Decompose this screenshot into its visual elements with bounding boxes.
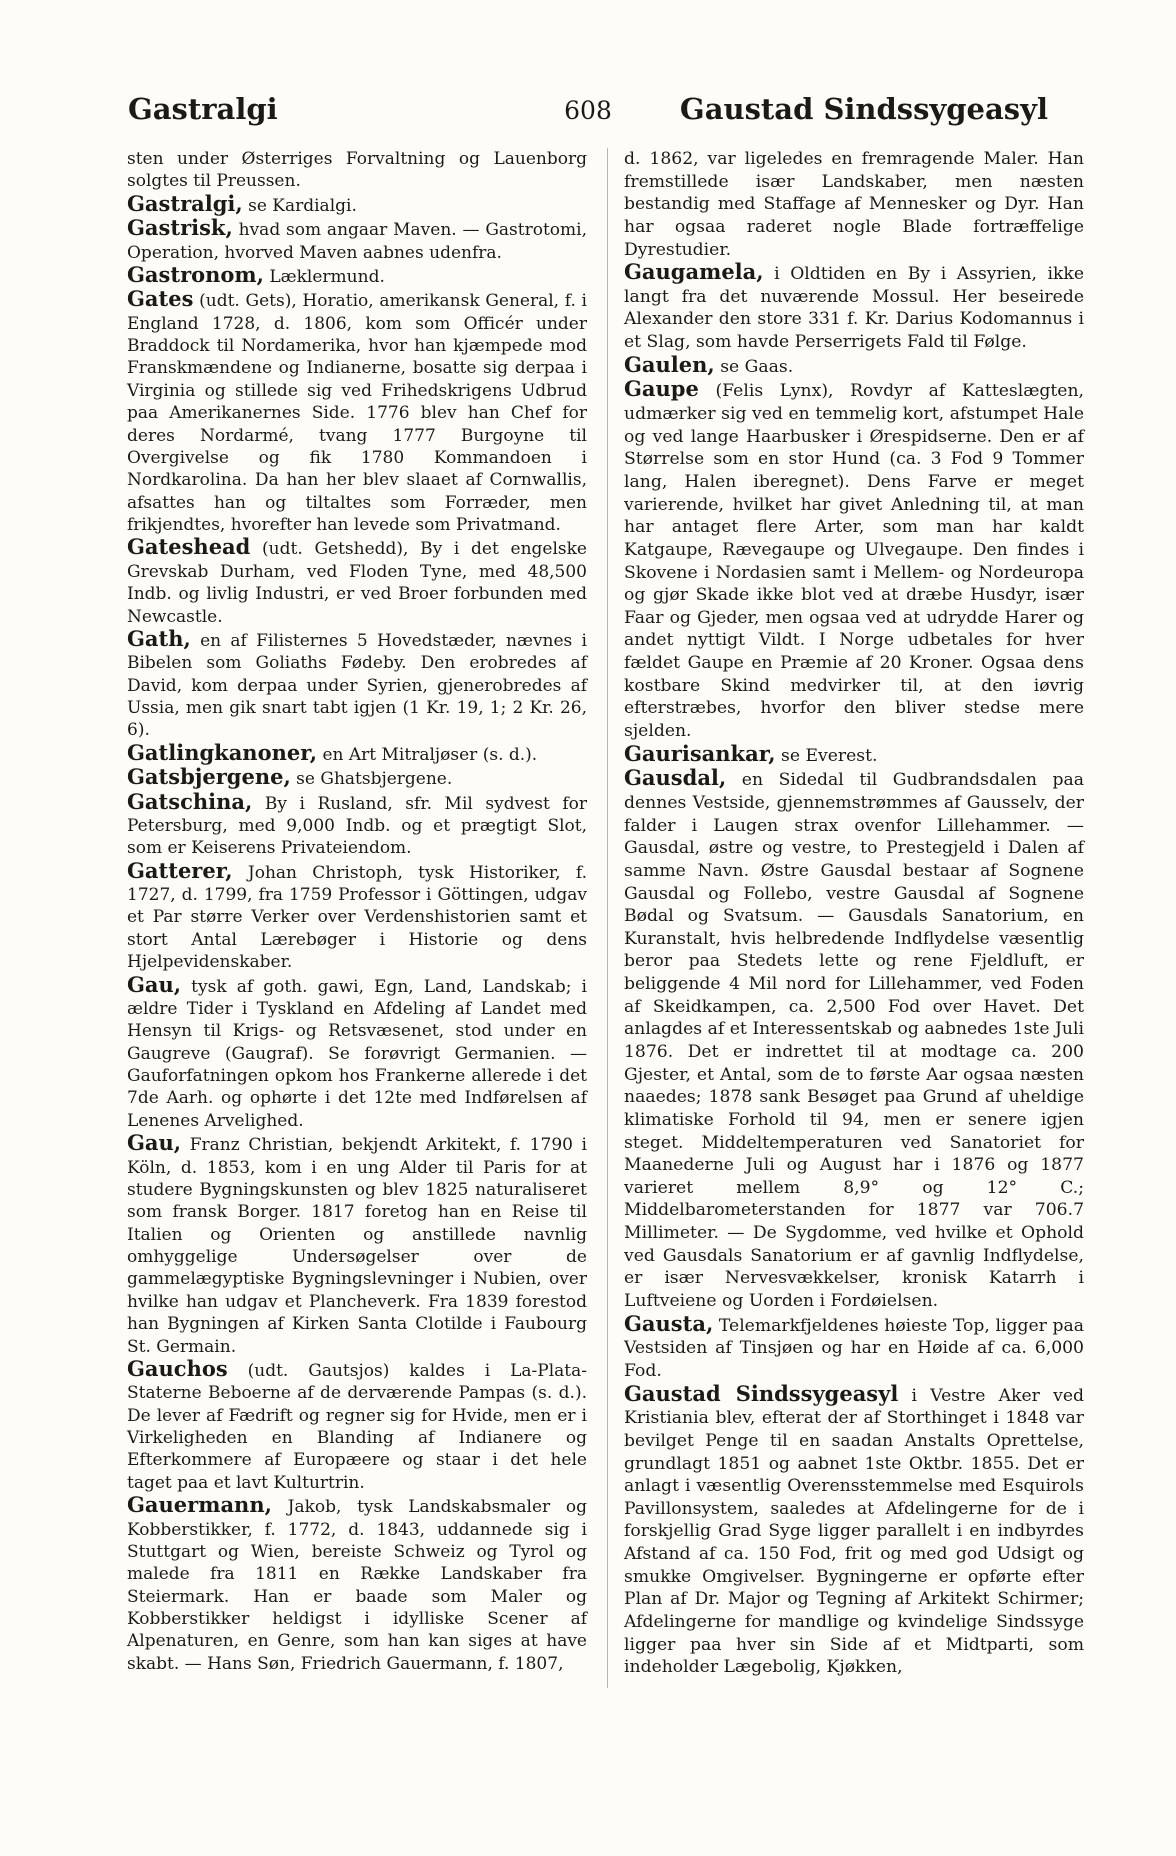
dictionary-entry xyxy=(127,190,587,217)
entry-text: d. 1862, var ligeledes en fremragende Maler. Han fremstillede især Landskaber, men næsten bestandig med Staffage af Mennesker og Dyr. Han har ogsaa raderet nogle Blade fortræffelige Dyrestudier. xyxy=(624,149,1084,260)
entry-text: en Sidedal til Gudbrandsdalen paa dennes Vestside, gjennemstrømmes af Gausselv, der falder i Laugen strax ovenfor Lillehammer. — Gausdal, østre og vestre, to Prestegjeld i Dalen af samme Navn. Østre Gausdal bestaar af Sognene Gausdal og Follebo, vestre Gausdal af Sognene Bødal og Svatsum. — Gausdals Sanatorium, en Kuranstalt, hvis helbredende Indflydelse væsentlig beror paa Stedets lette og rene Fjeldluft, er beliggende 4 Mil nord for Lillehammer, ved Foden af Skeidkampen, ca. 2,500 Fod over Havet. Det anlagdes af et Interessentskab og aabnedes 1ste Juli 1876. Det er indrettet til at modtage ca. 200 Gjester, et Antal, som de to første Aar ogsaa næsten naaedes; 1878 sank Besøget paa Grund af uheldige klimatiske Forhold til 94, men er senere igjen steget. Middeltemperaturen ved Sanatoriet for Maanederne Juli og August har i 1876 og 1877 varieret mellem 8,9° og 12° C.; Middelbarometerstanden for 1877 var 706.7 Millimeter. — De Sygdomme, ved hvilke et Ophold ved Gausdals Sanatorium er af gavnlig Indflydelse, er især Nervesvækkelser, kronisk Katarrh i Luftveiene og Uorden i Fordøielsen. xyxy=(624,770,1084,1312)
entry-text: By i Rusland, sfr. Mil sydvest for Petersburg, med 9,000 Indb. og et prægtigt Slot, som er Keiserens Privateiendom. xyxy=(127,793,587,859)
dictionary-entry xyxy=(624,1380,1084,1679)
column-divider xyxy=(607,148,608,1688)
entry-headword: Gath, xyxy=(127,625,191,651)
entry-text: Læklermund. xyxy=(263,266,385,287)
entry-headword: Gatschina, xyxy=(127,788,253,814)
entry-text: se Gaas. xyxy=(714,356,794,377)
header-left-keyword: Gastralgi xyxy=(128,92,278,126)
running-header xyxy=(128,92,1048,132)
dictionary-entry xyxy=(127,971,587,1133)
header-right-keyword: Gaustad Sindssygeasyl xyxy=(679,92,1048,126)
dictionary-entry xyxy=(127,788,587,860)
entry-text: Franz Christian, bekjendt Arkitekt, f. 1790 i Köln, d. 1853, kom i en ung Alder til Paris for at studere Bygningskunsten og blev 1825 naturaliseret som fransk Borger. 1817 foretog han en Reise til Italien og Orienten og anstillede navnlig omhyggelige Undersøgelser over de gammelægyptiske Bygningslevninger i Nubien, over hvilke han udgav et Plancheverk. Fra 1839 forestod han Bygningen af Kirken Santa Clotilde i Faubourg St. Germain. xyxy=(127,1135,587,1357)
entry-headword: Gates xyxy=(127,286,194,312)
dictionary-entry xyxy=(127,1132,587,1358)
dictionary-entry xyxy=(127,625,587,742)
entry-text: Johan Christoph, tysk Historiker, f. 1727, d. 1799, fra 1759 Professor i Göttingen, udgav et Par større Verker over Verdenshistorien samt et stort Antal Lærebøger i Historie og dens Hjelpevidenskaber. xyxy=(127,862,587,973)
left-column xyxy=(127,148,587,1675)
dictionary-entry xyxy=(127,1355,587,1494)
dictionary-entry xyxy=(127,217,587,264)
entry-text: Jakob, tysk Landskabsmaler og Kobberstikker, f. 1772, d. 1843, uddannede sig i Stuttgart og Wien, bereiste Schweiz og Tyrol og malede fra 1811 en Række Landskaber fra Steiermark. Han er baade som Maler og Kobberstikker heldigst i idylliske Scener af Alpenaturen, en Genre, som han kan siges at have skabt. — Hans Søn, Friedrich Gauermann, f. 1807, xyxy=(127,1497,587,1674)
entry-headword: Gauermann, xyxy=(127,1492,272,1518)
entry-headword: Gaugamela, xyxy=(624,259,764,285)
entry-headword: Gastralgi, xyxy=(127,190,243,216)
entry-text: Telemarkfjeldenes høieste Top, ligger paa Vestsiden af Tinsjøen og har en Høide af ca. 6,000 Fod. xyxy=(624,1315,1084,1381)
entry-headword: Gatsbjergene, xyxy=(127,764,291,790)
entry-headword: Gastrisk, xyxy=(127,215,233,241)
entry-text: en af Filisternes 5 Hovedstæder, nævnes i Bibelen som Goliaths Fødeby. Den erobredes af David, kom derpaa under Syrien, gjenerobredes af Ussia, men gik snart tabt igjen (1 Kr. 19, 1; 2 Kr. 26, 6). xyxy=(127,630,587,741)
entry-text: se Everest. xyxy=(775,745,878,766)
entry-headword: Gausdal, xyxy=(624,765,727,791)
entry-text: i Oldtiden en By i Assyrien, ikke langt fra det nuværende Mossul. Her beseirede Alexander den store 331 f. Kr. Darius Kodomannus i et Slag, som havde Perserrigets Fald til Følge. xyxy=(624,264,1084,353)
entry-text: tysk af goth. gawi, Egn, Land, Landskab; i ældre Tider i Tyskland en Afdeling af Landet med Hensyn til Krigs- og Retsvæsenet, stod under en Gaugreve (Gaugraf). Se forøvrigt Germanien. — Gauforfatningen opkom hos Frankerne allerede i det 7de Aarh. og ophørte i det 12te med Indførelsen af Lenenes Arvelighed. xyxy=(127,976,587,1131)
entry-headword: Gau, xyxy=(127,971,182,997)
dictionary-entry xyxy=(127,1494,587,1675)
dictionary-entry xyxy=(624,740,1084,768)
entry-headword: Gaulen, xyxy=(624,351,715,377)
dictionary-entry xyxy=(127,739,587,766)
right-column xyxy=(624,148,1084,1679)
entry-headword: Gauchos xyxy=(127,1355,228,1381)
entry-headword: Gaupe xyxy=(624,376,699,402)
dictionary-entry xyxy=(127,148,587,193)
entry-headword: Gaustad Sindssygeasyl xyxy=(624,1380,899,1406)
dictionary-entry xyxy=(624,767,1084,1312)
entry-text: (udt. Gautsjos) kaldes i La-Plata-Staterne Beboerne af de derværende Pampas (s. d.). De lever af Fædrift og regner sig for Hvide, men er i Virkeligheden en Blanding af Indianere og Efterkommere af Europæere og staar i det hele taget paa et lavt Kulturtrin. xyxy=(127,1360,587,1493)
entry-headword: Gateshead xyxy=(127,534,251,560)
dictionary-entry xyxy=(624,148,1084,261)
entry-text: (udt. Gets), Horatio, amerikansk General, f. i England 1728, d. 1806, kom som Officér under Braddock til Nordamerika, hvor han kjæmpede mod Franskmændene og Indianerne, bosatte sig derpaa i Virginia og stillede sig ved Frihedskrigens Udbrud paa Amerikanernes Side. 1776 blev han Chef for deres Nordarmé, tvang 1777 Burgoyne til Overgivelse og fik 1780 Kommandoen i Nordkarolina. Da han her blev slaaet af Cornwallis, afsattes han og tiltaltes som Forræder, men frikjendtes, hvorefter han levede som Privatmand. xyxy=(127,291,587,535)
dictionary-entry xyxy=(624,351,1084,379)
entry-headword: Gastronom, xyxy=(127,261,264,287)
dictionary-entry xyxy=(127,536,587,628)
dictionary-entry xyxy=(624,1310,1084,1383)
entry-headword: Gatlingkanoner, xyxy=(127,739,318,765)
entry-headword: Gatterer, xyxy=(127,857,233,883)
entry-text: en Art Mitraljøser (s. d.). xyxy=(317,744,538,765)
entry-text: se Ghatsbjergene. xyxy=(290,769,453,790)
entry-text: i Vestre Aker ved Kristiania blev, efterat der af Storthinget i 1848 var bevilget Penge til en saadan Anstalts Oprettelse, grundlagt 1851 og aabnet 1ste Oktbr. 1855. Det er anlagt i væsentlig Overensstemmelse med Esquirols Pavillonsystem, saaledes at Afdelingerne for de i forskjellig Grad Syge ligger parallelt i en indbyrdes Afstand af ca. 150 Fod, frit og med god Udsigt og smukke Omgivelser. Bygningerne er opførte efter Plan af Dr. Major og Tegning af Arkitekt Schirmer; Afdelingerne for mandlige og kvindelige Sindssyge ligger paa hver sin Side af et Midtparti, som indeholder Lægebolig, Kjøkken, xyxy=(624,1385,1084,1678)
entry-headword: Gaurisankar, xyxy=(624,740,776,766)
dictionary-entry xyxy=(624,378,1084,742)
entry-text: sten under Østerriges Forvaltning og Lauenborg solgtes til Preussen. xyxy=(127,149,587,192)
dictionary-entry xyxy=(624,261,1084,354)
dictionary-entry xyxy=(127,261,587,288)
entry-text: (Felis Lynx), Rovdyr af Katteslægten, udmærker sig ved en temmelig kort, afstumpet Hale og ved lange Haarbusker i Ørespidserne. Den er af Størrelse som en stor Hund (ca. 3 Fod 9 Tommer lang, Halen iberegnet). Dens Farve er meget varierende, hvilket har givet Anledning til, at man har antaget flere Arter, som man har kaldt Katgaupe, Rævegaupe og Ulvegaupe. Den findes i Skovene i Nordasien samt i Mellem- og Nordeuropa og gjør Skade ikke blot ved at dræbe Husdyr, især Faar og Gjeder, men ogsaa ved at udrydde Harer og andet nyttigt Vildt. I Norge udbetales for hver fældet Gaupe en Præmie af 20 Kroner. Ogsaa dens kostbare Skind medvirker til, at den iøvrig efterstræbes, hvorfor den bliver stedse mere sjelden. xyxy=(624,381,1084,742)
entry-text: hvad som angaar Maven. — Gastrotomi, Operation, hvorved Maven aabnes udenfra. xyxy=(127,220,587,263)
entry-headword: Gau, xyxy=(127,1130,182,1156)
entry-text: (udt. Getshedd), By i det engelske Grevskab Durham, ved Floden Tyne, med 48,500 Indb. og livlig Industri, er ved Broer forbunden med Newcastle. xyxy=(127,539,587,627)
dictionary-entry xyxy=(127,288,587,536)
dictionary-entry xyxy=(127,857,587,974)
entry-text: se Kardialgi. xyxy=(242,195,357,216)
entry-headword: Gausta, xyxy=(624,1310,714,1336)
page-number: 608 xyxy=(564,96,612,125)
dictionary-entry xyxy=(127,766,587,790)
